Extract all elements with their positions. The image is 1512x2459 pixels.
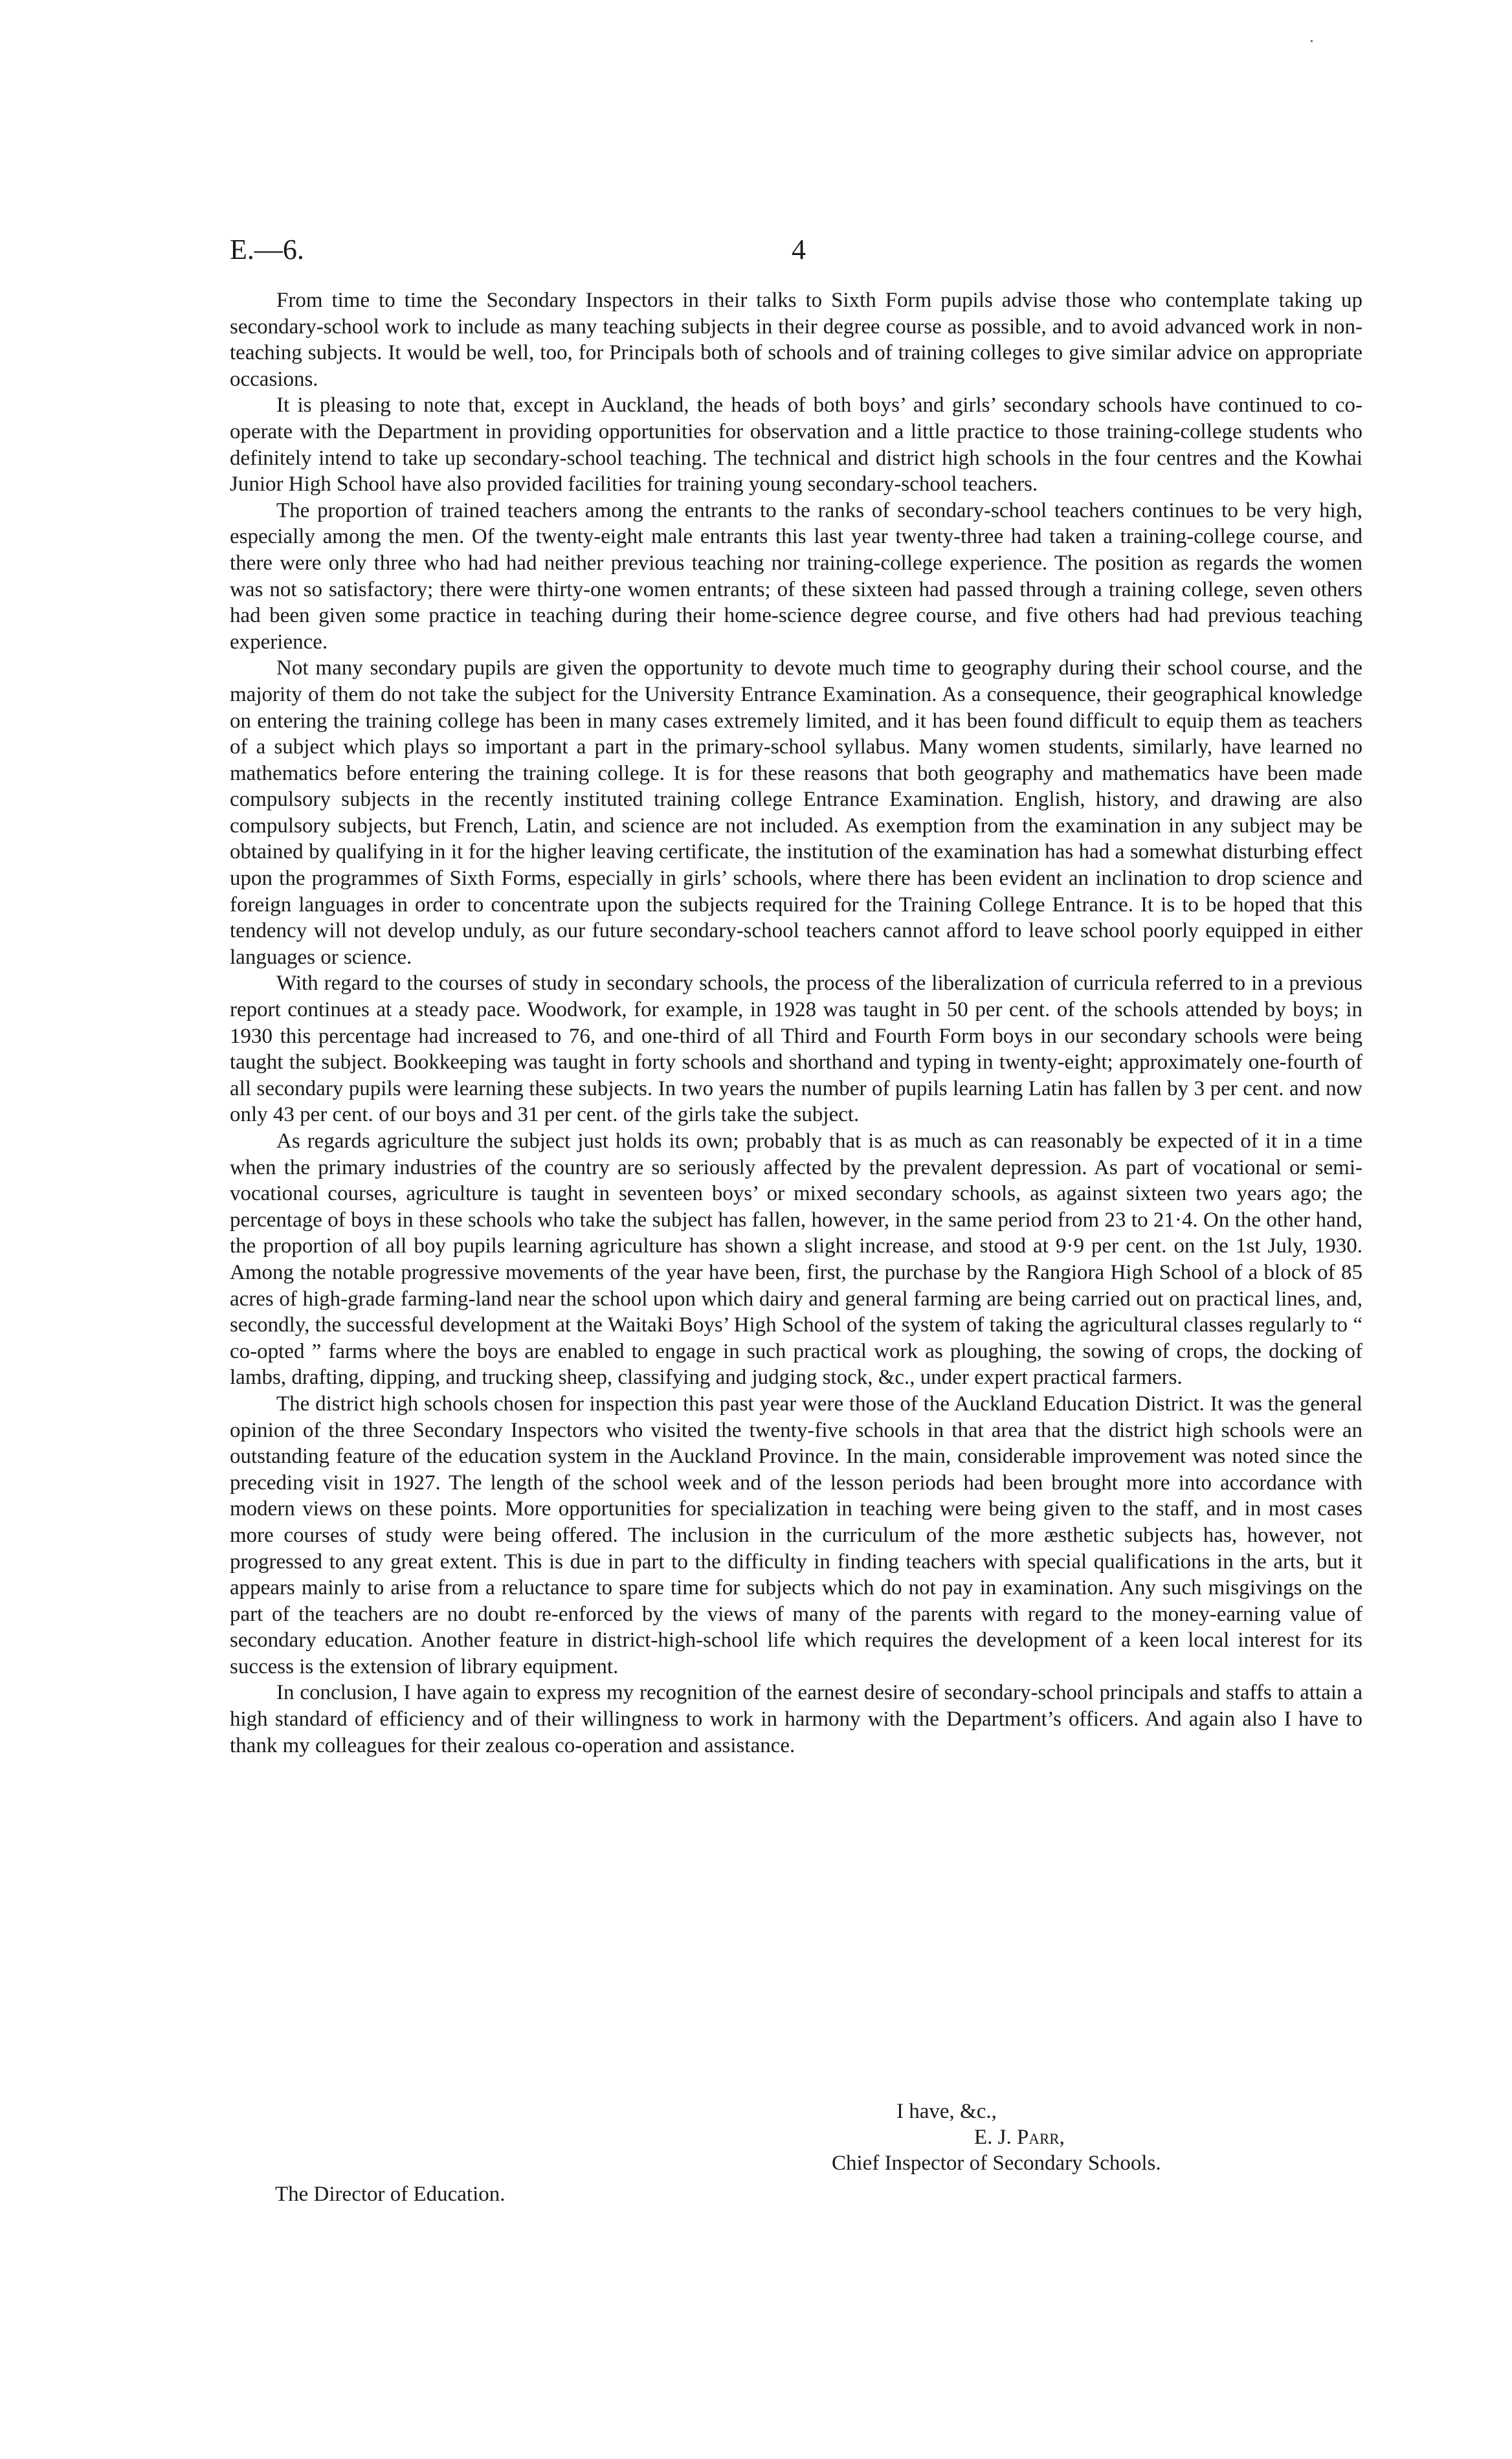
signature-name: E. J. Parr, bbox=[974, 2126, 1065, 2149]
paragraph-conclusion: In conclusion, I have again to express my recognition of the earnest desire of secondary-school principals and staffs to attain a high standard of efficiency and of their willingness to work in harmony with the Department’s officers. And again also I have to thank my colleagues for their zealous co-operation and assistance. bbox=[230, 1681, 1362, 1757]
paragraph-trained-teachers: The proportion of trained teachers among the entrants to the ranks of secondary-school teachers continues to be very high, especially among the men. Of the twenty-eight male entrants this last year twenty-three had taken a training-college course, and there were only three who had had neither previous teaching nor training-college experience. The position as regards the women was not so satisfactory; there were thirty-one women entrants; of these sixteen had passed through a training college, seven others had been given some practice in teaching during their home-science degree course, and five others had had previous teaching experience. bbox=[230, 498, 1362, 654]
signature-title: Chief Inspector of Secondary Schools. bbox=[832, 2152, 1161, 2175]
paragraph-courses-of-study: With regard to the courses of study in secondary schools, the process of the liberalization of curricula referred to in a previous report continues at a steady pace. Woodwork, for example, in 1928 was taught in 50 per cent. of the schools attended by boys; in 1930 this percentage had increased to 76, and one-third of all Third and Fourth Form boys in our secondary schools were being taught the subject. Bookkeeping was taught in forty schools and shorthand and typing in twenty-eight; approximately one-fourth of all secondary pupils were learning these subjects. In two years the number of pupils learning Latin has fallen by 3 per cent. and now only 43 per cent. of our boys and 31 per cent. of the girls take the subject. bbox=[230, 972, 1362, 1127]
document-reference: E.—6. bbox=[230, 234, 304, 265]
paragraph-agriculture: As regards agriculture the subject just holds its own; probably that is as much as can reasonably be expected of it in a time when the primary industries of the country are so seriously affected by the prevalent depression. As part of vocational or semi-vocational courses, agriculture is taught in seventeen boys’ or mixed secondary schools, as against sixteen two years ago; the percentage of boys in these schools who take the subject has fallen, however, in the same period from 23 to 21·4. On the other hand, the proportion of all boy pupils learning agriculture has shown a slight increase, and stood at 9·9 per cent. on the 1st July, 1930. Among the notable progressive movements of the year have been, first, the purchase by the Rangiora High School of a block of 85 acres of high-grade farming-land near the school upon which dairy and general farming are being carried out on practical lines, and, secondly, the successful development at the Waitaki Boys’ High School of the system of taking the agricultural classes regularly to “ co-opted ” farms where the boys are enabled to engage in such practical work as ploughing, the sowing of crops, the docking of lambs, drafting, dipping, and trucking sheep, classifying and judging stock, &c., under expert practical farmers. bbox=[230, 1129, 1362, 1390]
report-body bbox=[230, 287, 1362, 1759]
paragraph-geography-mathematics: Not many secondary pupils are given the opportunity to devote much time to geography during their school course, and the majority of them do not take the subject for the University Entrance Examination. As a consequence, their geographical knowledge on entering the training college has been in many cases extremely limited, and it has been found difficult to equip them as teachers of a subject which plays so important a part in the primary-school syllabus. Many women students, similarly, have learned no mathematics before entering the training college. It is for these reasons that both geography and mathematics have been made compulsory subjects in the recently instituted training college Entrance Examination. English, history, and drawing are also compulsory subjects, but French, Latin, and science are not included. As exemption from the examination in any subject may be obtained by qualifying in it for the higher leaving certificate, the institution of the examination has had a somewhat disturbing effect upon the programmes of Sixth Forms, especially in girls’ schools, where there has been evident an inclination to drop science and foreign languages in order to concentrate upon the subjects required for the Training College Entrance. It is to be hoped that this tendency will not develop unduly, as our future secondary-school teachers cannot afford to leave school poorly equipped in either languages or science. bbox=[230, 656, 1362, 969]
signature-greeting: I have, &c., bbox=[896, 2100, 997, 2123]
addressee: The Director of Education. bbox=[275, 2183, 506, 2206]
paragraph-inspectors-advice: From time to time the Secondary Inspectors in their talks to Sixth Form pupils advise those who contemplate taking up secondary-school work to include as many teaching subjects in their degree course as possible, and to avoid advanced work in non-teaching subjects. It would be well, too, for Principals both of schools and of training colleges to give similar advice on appropriate occasions. bbox=[230, 289, 1362, 391]
signature-block bbox=[832, 2098, 1362, 2176]
page-number: 4 bbox=[792, 234, 806, 265]
paragraph-cooperation: It is pleasing to note that, except in Auckland, the heads of both boys’ and girls’ secondary schools have continued to co-operate with the Department in providing opportunities for observation and a little practice to those training-college students who definitely intend to take up secondary-school teaching. The technical and district high schools in the four centres and the Kowhai Junior High School have also provided facilities for training young secondary-school teachers. bbox=[230, 394, 1362, 496]
paragraph-district-high-schools: The district high schools chosen for inspection this past year were those of the Auckland Education District. It was the general opinion of the three Secondary Inspectors who visited the twenty-five schools in that area that the district high schools were an outstanding feature of the education system in the Auckland Province. In the main, considerable improvement was noted since the preceding visit in 1927. The length of the school week and of the lesson periods had been brought more into accordance with modern views on these points. More opportunities for specialization in teaching were being given to the staff, and in most cases more courses of study were being offered. The inclusion in the curriculum of the more æsthetic subjects has, however, not progressed to any great extent. This is due in part to the difficulty in finding teachers with special qualifications in the arts, but it appears mainly to arise from a reluctance to spare time for subjects which do not pay in examination. Any such misgivings on the part of the teachers are no doubt re-enforced by the views of many of the parents with regard to the money-earning value of secondary education. Another feature in district-high-school life which requires the development of a keen local interest for its success is the extension of library equipment. bbox=[230, 1392, 1362, 1678]
scan-speck bbox=[1311, 40, 1313, 42]
page-header bbox=[230, 233, 1362, 272]
